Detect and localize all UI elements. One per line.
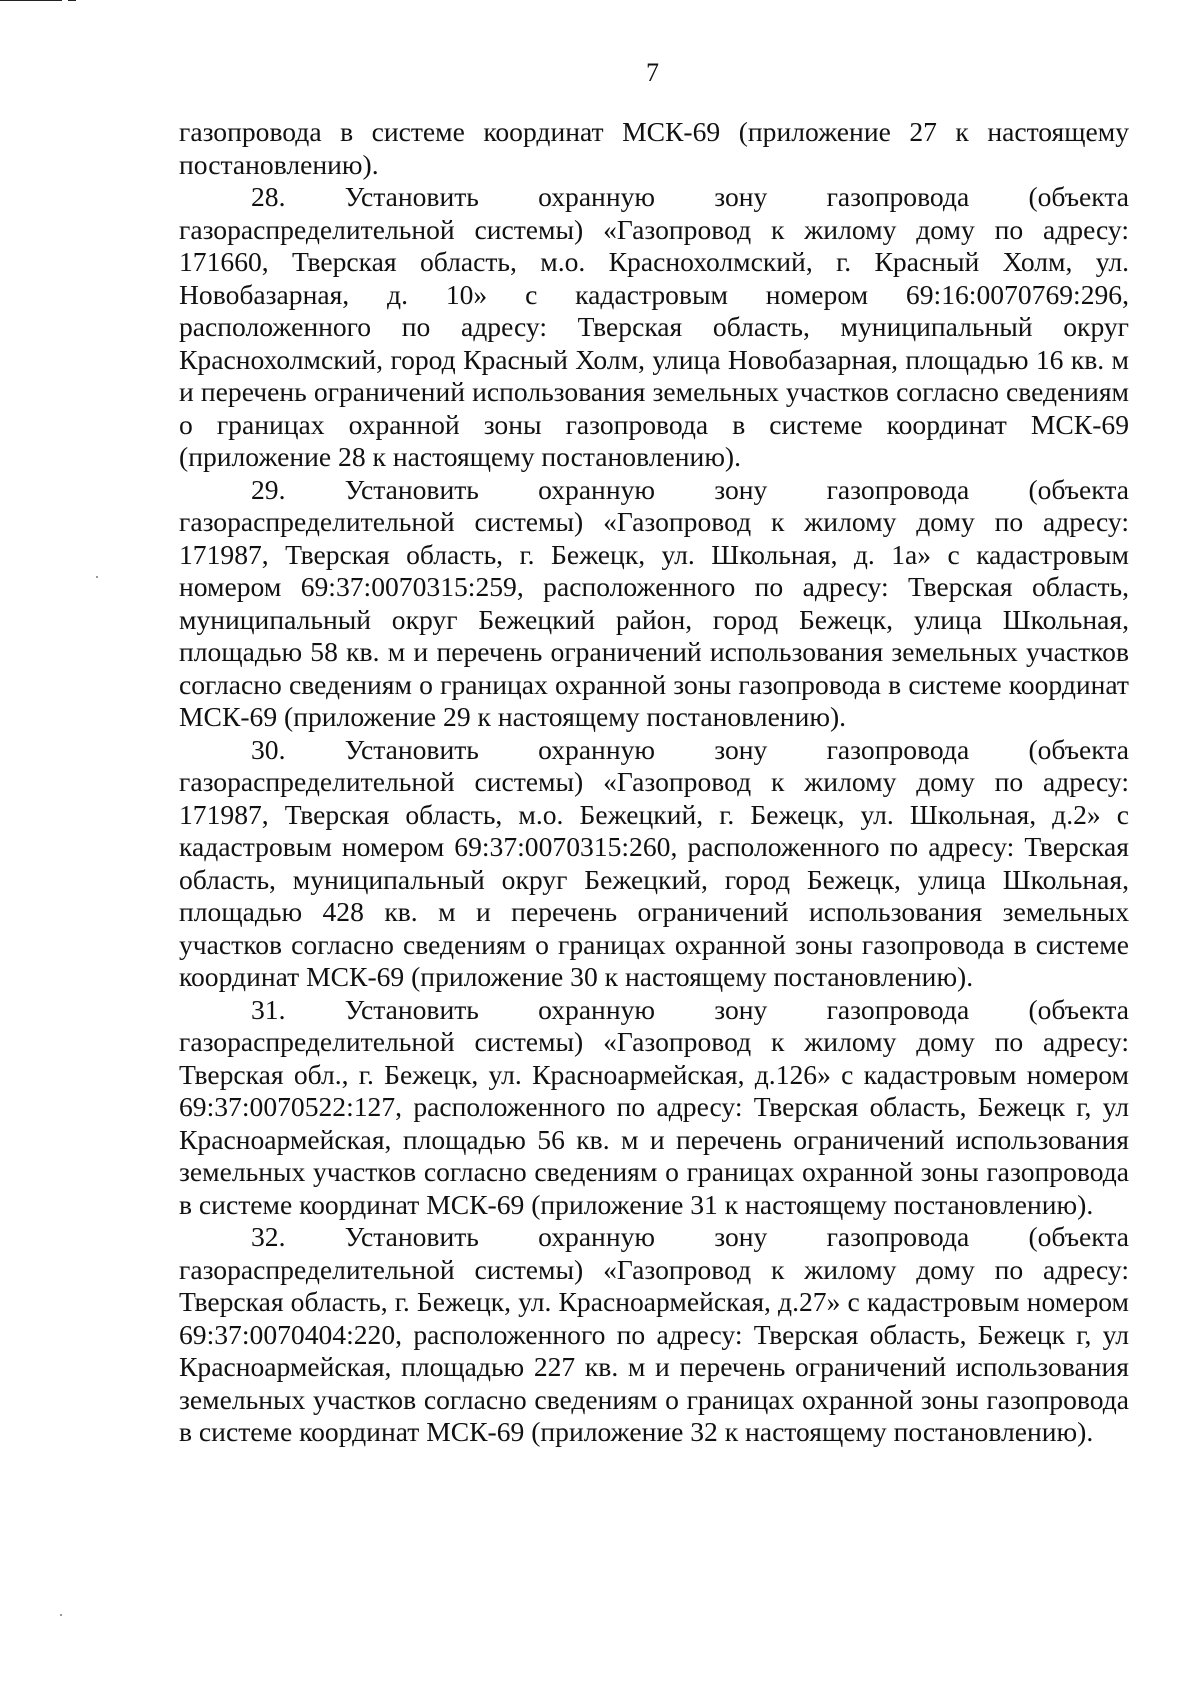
paragraph-item-31: 31. Установить охранную зону газопровода (объекта газораспределительной системы) «Газопровод к жилому дому по адресу: Тверская обл., г. Бежецк, ул. Красноармейская, д.126» с кадастровым номером 69:37:0070522:127, расположенного по адресу: Тверская область, Бежецк г, ул Красноармейская, площадью 56 кв. м и перечень ограничений использования земельных участков согласно сведениям о границах охранной зоны газопровода в системе координат МСК-69 (приложение 31 к настоящему постановлению). — [179, 993, 1129, 1220]
paragraph-item-28: 28. Установить охранную зону газопровода (объекта газораспределительной системы) «Газопровод к жилому дому по адресу: 171660, Тверская область, м.о. Краснохолмский, г. Красный Холм, ул. Новобазарная, д. 10» с кадастровым номером 69:16:0070769:296, расположенного по адресу: Тверская область, муниципальный округ Краснохолмский, город Красный Холм, улица Новобазарная, площадью 16 кв. м и перечень ограничений использования земельных участков согласно сведениям о границах охранной зоны газопровода в системе координат МСК-69 (приложение 28 к настоящему постановлению). — [179, 181, 1129, 472]
scan-edge-mark — [0, 0, 62, 1]
paragraph-continuation: газопровода в системе координат МСК-69 (приложение 27 к настоящему постановлению). — [179, 116, 1129, 180]
paragraph-item-30: 30. Установить охранную зону газопровода (объекта газораспределительной системы) «Газопровод к жилому дому по адресу: 171987, Тверская область, м.о. Бежецкий, г. Бежецк, ул. Школьная, д.2» с кадастровым номером 69:37:0070315:260, расположенного по адресу: Тверская область, муниципальный округ Бежецкий, город Бежецк, улица Школьная, площадью 428 кв. м и перечень ограничений использования земельных участков согласно сведениям о границах охранной зоны газопровода в системе координат МСК-69 (приложение 30 к настоящему постановлению). — [179, 733, 1129, 992]
scan-edge-mark — [68, 0, 76, 1]
paragraph-item-29: 29. Установить охранную зону газопровода (объекта газораспределительной системы) «Газопровод к жилому дому по адресу: 171987, Тверская область, г. Бежецк, ул. Школьная, д. 1а» с кадастровым номером 69:37:0070315:259, расположенного по адресу: Тверская область, муниципальный округ Бежецкий район, город Бежецк, улица Школьная, площадью 58 кв. м и перечень ограничений использования земельных участков согласно сведениям о границах охранной зоны газопровода в системе координат МСК-69 (приложение 29 к настоящему постановлению). — [179, 473, 1129, 732]
paragraph-item-32: 32. Установить охранную зону газопровода (объекта газораспределительной системы) «Газопровод к жилому дому по адресу: Тверская область, г. Бежецк, ул. Красноармейская, д.27» с кадастровым номером 69:37:0070404:220, расположенного по адресу: Тверская область, Бежецк г, ул Красноармейская, площадью 227 кв. м и перечень ограничений использования земельных участков согласно сведениям о границах охранной зоны газопровода в системе координат МСК-69 (приложение 32 к настоящему постановлению). — [179, 1221, 1129, 1447]
page-number: 7 — [646, 58, 659, 87]
scan-speck — [96, 576, 98, 578]
document-body — [179, 116, 1129, 1449]
scan-speck — [60, 1614, 62, 1616]
